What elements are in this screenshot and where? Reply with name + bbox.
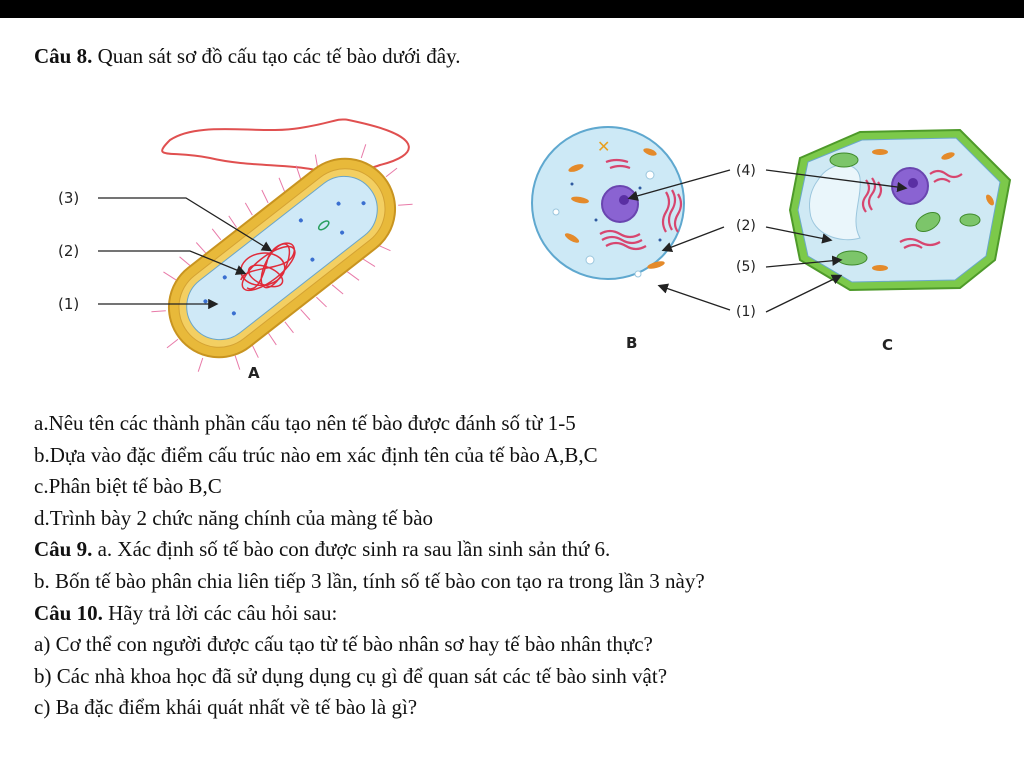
question-line: b.Dựa vào đặc điểm cấu trúc nào em xác định tên của tế bào A,B,C: [34, 442, 598, 467]
animal-cell-b: [532, 127, 684, 352]
bacterial-cell-a: [58, 116, 438, 400]
question-list: [34, 408, 705, 724]
caption-c: C: [882, 336, 894, 354]
question-10-line: Câu 10. Hãy trả lời các câu hỏi sau:: [34, 600, 338, 625]
label-mid-4: (4): [736, 163, 756, 179]
question-line: a) Cơ thể con người được cấu tạo từ tế bào nhân sơ hay tế bào nhân thực?: [34, 632, 653, 657]
question-line: b) Các nhà khoa học đã sử dụng dụng cụ gì để quan sát các tế bào sinh vật?: [34, 663, 668, 688]
cell-diagrams-svg: [0, 100, 1024, 400]
label-mid-5: (5): [736, 259, 756, 275]
question-9-line: Câu 9. a. Xác định số tế bào con được sinh ra sau lần sinh sản thứ 6.: [34, 537, 611, 562]
top-black-bar: [0, 0, 1024, 18]
label-a-3: (3): [58, 189, 80, 207]
question-8-label: Câu 8.: [34, 44, 93, 68]
plant-cell-c: [790, 130, 1010, 354]
caption-a: A: [248, 364, 260, 382]
label-mid-1: (1): [736, 304, 756, 320]
question-8-title: [34, 44, 460, 69]
cell-diagram-figure: [0, 100, 1024, 400]
question-line: c) Ba đặc điểm khái quát nhất về tế bào là gì?: [34, 695, 418, 720]
centrosome-b-icon: ✕: [597, 137, 611, 156]
label-a-1: (1): [58, 295, 80, 313]
question-line: b. Bốn tế bào phân chia liên tiếp 3 lần, tính số tế bào con tạo ra trong lần 3 này?: [34, 568, 705, 593]
label-a-2: (2): [58, 242, 80, 260]
question-8-text: Quan sát sơ đồ cấu tạo các tế bào dưới đây.: [92, 44, 461, 68]
label-mid-2: (2): [736, 218, 756, 234]
question-line: d.Trình bày 2 chức năng chính của màng tế bào: [34, 505, 434, 530]
caption-b: B: [626, 334, 638, 352]
question-line: c.Phân biệt tế bào B,C: [34, 474, 222, 499]
nucleus-b: [602, 186, 638, 222]
question-line: a.Nêu tên các thành phần cấu tạo nên tế bào được đánh số từ 1-5: [34, 411, 576, 435]
